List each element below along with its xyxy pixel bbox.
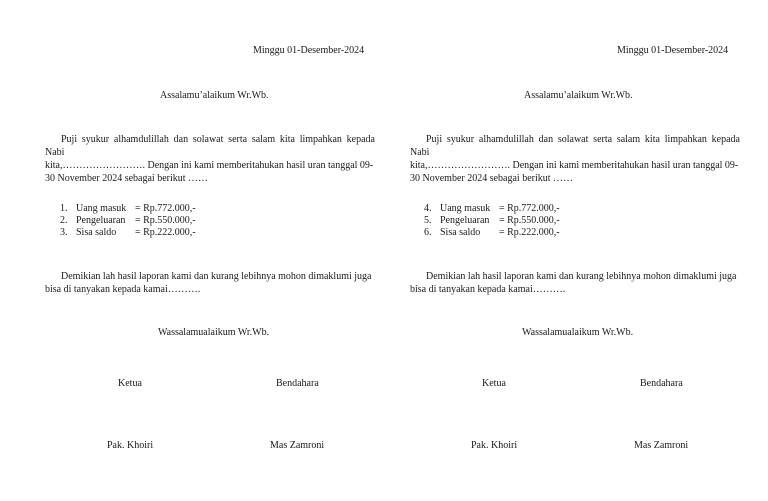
signature-role-ketua: Ketua (118, 378, 142, 389)
finance-list (424, 203, 560, 239)
intro-paragraph (45, 133, 375, 185)
list-item: 1. Uang masuk = Rp.772.000,- (60, 203, 196, 214)
finance-list (60, 203, 196, 239)
closing-line-2: bisa di tanyakan kepada kamai………. (45, 284, 201, 295)
signature-role-bendahara: Bendahara (276, 378, 319, 389)
list-item: 2. Pengeluaran = Rp.550.000,- (60, 215, 196, 226)
list-item: 4. Uang masuk = Rp.772.000,- (424, 203, 560, 214)
report-date: Minggu 01-Desember-2024 (253, 45, 365, 56)
intro-line-3: 30 November 2024 sebagai berikut …… (45, 173, 209, 184)
item-value: = Rp.550.000,- (135, 215, 196, 226)
intro-line-2: kita,……………………. Dengan ini kami memberitahukan hasil uran tanggal 09- (410, 160, 739, 171)
intro-line-1: Puji syukur alhamdulillah dan solawat serta salam kita limpahkan kepada Nabi (45, 134, 375, 158)
item-label: Uang masuk (76, 203, 127, 214)
item-label: Pengeluaran (440, 215, 490, 226)
item-value: = Rp.222.000,- (499, 227, 560, 238)
item-label: Sisa saldo (76, 227, 117, 238)
closing-line-1: Demikian lah hasil laporan kami dan kurang lebihnya mohon dimaklumi juga (426, 271, 737, 282)
signature-name-ketua: Pak. Khoiri (107, 440, 154, 451)
report-date: Minggu 01-Desember-2024 (617, 45, 729, 56)
closing-line-2: bisa di tanyakan kepada kamai………. (410, 284, 566, 295)
item-label: Uang masuk (440, 203, 491, 214)
item-value: = Rp.222.000,- (135, 227, 196, 238)
closing-paragraph (410, 270, 740, 296)
intro-paragraph (410, 133, 740, 185)
signature-name-bendahara: Mas Zamroni (270, 440, 325, 451)
closing-greeting: Wassalamualaikum Wr.Wb. (158, 327, 270, 338)
intro-line-2: kita,……………………. Dengan ini kami memberitahukan hasil uran tanggal 09- (45, 160, 374, 171)
opening-greeting: Assalamu’alaikum Wr.Wb. (524, 90, 633, 101)
item-value: = Rp.772.000,- (135, 203, 196, 214)
opening-greeting: Assalamu’alaikum Wr.Wb. (160, 90, 269, 101)
closing-paragraph (45, 270, 375, 296)
signature-role-bendahara: Bendahara (640, 378, 683, 389)
signature-name-ketua: Pak. Khoiri (471, 440, 518, 451)
closing-greeting: Wassalamualaikum Wr.Wb. (522, 327, 634, 338)
list-item: 5. Pengeluaran = Rp.550.000,- (424, 215, 560, 226)
item-label: Pengeluaran (76, 215, 126, 226)
item-value: = Rp.550.000,- (499, 215, 560, 226)
report-page-right (384, 0, 768, 501)
list-item: 6. Sisa saldo = Rp.222.000,- (424, 227, 560, 238)
closing-line-1: Demikian lah hasil laporan kami dan kurang lebihnya mohon dimaklumi juga (61, 271, 372, 282)
list-item: 3. Sisa saldo = Rp.222.000,- (60, 227, 196, 238)
intro-line-3: 30 November 2024 sebagai berikut …… (410, 173, 574, 184)
signature-name-bendahara: Mas Zamroni (634, 440, 689, 451)
item-value: = Rp.772.000,- (499, 203, 560, 214)
signature-role-ketua: Ketua (482, 378, 506, 389)
intro-line-1: Puji syukur alhamdulillah dan solawat serta salam kita limpahkan kepada Nabi (410, 134, 740, 158)
item-label: Sisa saldo (440, 227, 481, 238)
